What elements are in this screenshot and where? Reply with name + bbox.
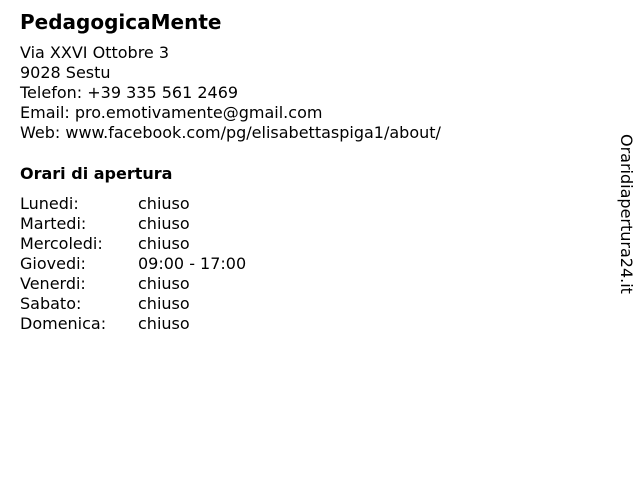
site-name-label: Oraridiapertura24.it (617, 134, 636, 294)
email-address: Email: pro.emotivamente@gmail.com (20, 103, 323, 122)
hours-row-saturday (20, 294, 280, 314)
address-block (20, 43, 441, 143)
site-watermark (608, 134, 640, 310)
opening-hours-heading: Orari di apertura (20, 164, 173, 183)
day-label: Lunedi: (20, 194, 79, 213)
city-postal: 9028 Sestu (20, 63, 111, 82)
business-name: PedagogicaMente (20, 10, 222, 34)
hours-value: chiuso (138, 294, 190, 313)
hours-value: chiuso (138, 274, 190, 293)
street-address: Via XXVI Ottobre 3 (20, 43, 170, 62)
day-label: Venerdi: (20, 274, 86, 293)
hours-row-sunday (20, 314, 280, 334)
hours-row-wednesday (20, 234, 280, 254)
opening-hours-table (20, 194, 280, 334)
hours-value: chiuso (138, 194, 190, 213)
phone-number: Telefon: +39 335 561 2469 (20, 83, 239, 102)
hours-value: 09:00 - 17:00 (138, 254, 247, 273)
hours-row-tuesday (20, 214, 280, 234)
hours-row-monday (20, 194, 280, 214)
hours-value: chiuso (138, 314, 190, 333)
hours-value: chiuso (138, 214, 190, 233)
hours-row-thursday (20, 254, 280, 274)
day-label: Sabato: (20, 294, 82, 313)
hours-value: chiuso (138, 234, 190, 253)
website-link: Web: www.facebook.com/pg/elisabettaspiga1/about/ (20, 123, 441, 142)
day-label: Mercoledi: (20, 234, 103, 253)
day-label: Domenica: (20, 314, 107, 333)
day-label: Giovedi: (20, 254, 86, 273)
day-label: Martedi: (20, 214, 87, 233)
hours-row-friday (20, 274, 280, 294)
